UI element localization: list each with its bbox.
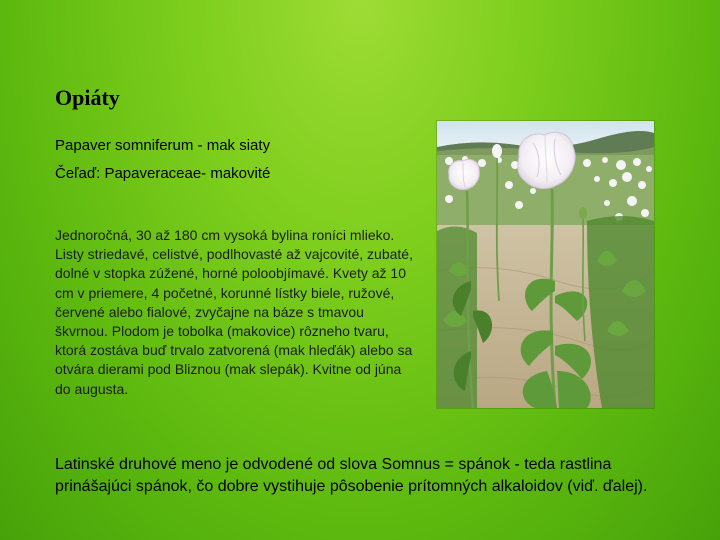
slide-title: Opiáty <box>55 85 120 110</box>
poppy-field-illustration <box>437 121 654 408</box>
species-name: Papaver somniferum - mak siaty <box>55 137 271 154</box>
poppy-field-photo <box>437 121 654 408</box>
etymology-text: Latinské druhové meno je odvodené od slova Somnus = spánok - teda rastlina prinášajúci spánok, čo dobre vystihuje pôsobenie prítomných alkaloidov (viď. ďalej). <box>55 456 648 495</box>
plant-description: Jednoročná, 30 až 180 cm vysoká bylina roníci mlieko. Listy striedavé, celistvé, podlhovasté až vajcovité, zubaté, dolné v stopka zúžené, horné poloobjímavé. Kvety až 10 cm v priemere, 4 početné, korunné lístky biele, ružové, červené alebo fialové, zvyčajne na báze s tmavou škvrnou. Plodom je tobolka (makovice) rôzneho tvaru, ktorá zostáva buď trvalo zatvorená (mak hleďák) alebo sa otvára dierami pod Bliznou (mak slepák). Kvitne od júna do augusta. <box>55 227 413 397</box>
family-name: Čeľaď: Papaveraceae- makovité <box>55 165 271 182</box>
